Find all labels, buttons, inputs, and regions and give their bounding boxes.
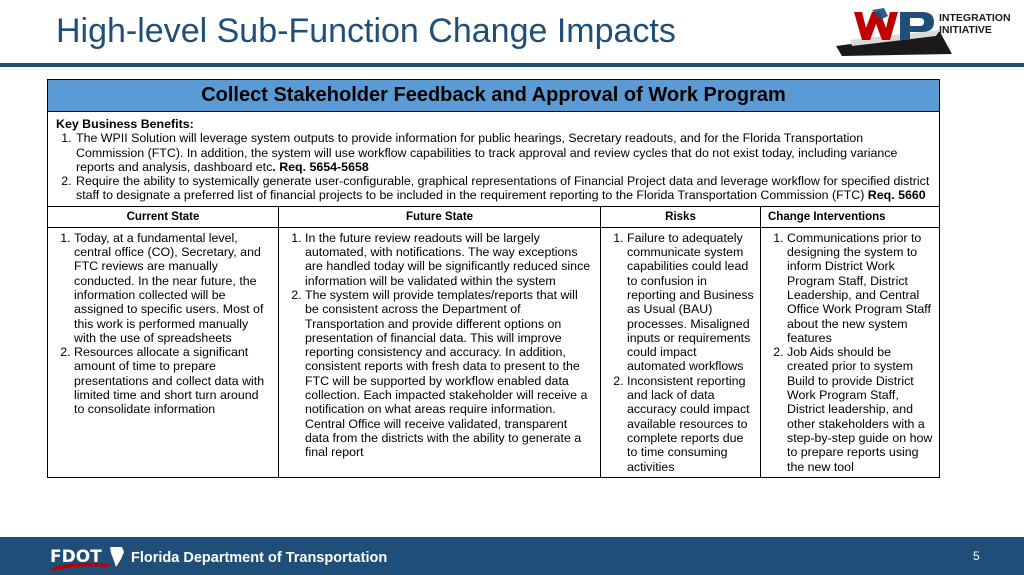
column-header: Future State (279, 207, 600, 228)
page-number: 5 (973, 549, 980, 563)
list-item: 2. The system will provide templates/reports that will be consistent across the Department of Transportation and provide different options on presentation of financial data. This will improve reporting consistency and accuracy. In addition, consistent reports with fresh data to present to the FTC will be supported by workflow enabled data collection. Each impacted stakeholder will receive a notification on what areas require information. Central Office will receive validated, transparent data from the districts with the ability to generate a final report (305, 288, 594, 460)
logo-wordmark (939, 12, 1011, 36)
benefits-label: Key Business Benefits: (56, 117, 194, 131)
key-business-benefits (48, 112, 939, 207)
list-item: 1. Today, at a fundamental level, central office (CO), Secretary, and FTC reviews are manually conducted. In the near future, the information collected will be assigned to specific users. Most of this work is performed manually with the use of spreadsheets (74, 231, 272, 345)
fdot-logo-text: FDOT (50, 547, 102, 567)
panel-heading: Collect Stakeholder Feedback and Approval of Work Program (48, 80, 939, 112)
column-body (48, 228, 278, 420)
column-body (279, 228, 600, 463)
column-header: Change Interventions (761, 207, 939, 228)
benefit-requirement: Req. 5660 (867, 188, 926, 203)
slide-title: High-level Sub-Function Change Impacts (56, 12, 676, 50)
list-item: 2. Job Aids should be created prior to system Build to provide District Work Program Staff, District leadership, and other stakeholders with a step-by-step guide on how to prepare reports using the new tool (787, 345, 933, 474)
column-current-state (48, 207, 279, 477)
fdot-logo (48, 543, 126, 573)
list-item: 2. Inconsistent reporting and lack of data accuracy could impact available resources to complete reports due to time consuming activities (627, 374, 754, 474)
column-list (607, 231, 754, 474)
logo-line1: INTEGRATION (939, 12, 1011, 24)
column-header: Risks (601, 207, 760, 228)
benefit-item (75, 131, 931, 174)
benefit-text: Require the ability to systemically generate user-configurable, graphical representations of Financial Project data and leverage workflow for specified district staff to designate a preferred list of financial projects to be included in the requirement reporting to the Florida Transportation Commission (FTC) (76, 174, 930, 203)
benefits-list (56, 131, 931, 202)
column-list (285, 231, 594, 460)
list-item: 2. Resources allocate a significant amount of time to prepare presentations and collect data with limited time and short turn around to consolidate information (74, 345, 272, 416)
column-list (54, 231, 272, 417)
column-body (601, 228, 760, 477)
benefit-requirement: . Req. 5654-5658 (272, 159, 369, 174)
column-body (761, 228, 939, 477)
list-item: 1. Communications prior to designing the system to inform District Work Program Staff, District Leadership, and Central Office Work Program Staff about the new system features (787, 231, 933, 345)
column-list (767, 231, 933, 474)
logo-line2: INITIATIVE (939, 24, 992, 36)
footer-org-name: Florida Department of Transportation (131, 550, 388, 566)
benefit-text: The WPII Solution will leverage system outputs to provide information for public hearings, Secretary readouts, and for the Florida Transportation Commission (FTC). In addition, the system will use workflow capabilities to track approval and review cycles that do not exist today, including variance reports and analysis, dashboard etc (76, 131, 898, 174)
list-item: 1. Failure to adequately communicate system capabilities could lead to confusion in reporting and Business as Usual (BAU) processes. Misaligned inputs or requirements could impact automated workflows (627, 231, 754, 374)
column-change-interventions (761, 207, 939, 477)
benefit-item (75, 174, 931, 203)
column-header: Current State (48, 207, 278, 228)
title-divider (0, 63, 1024, 67)
impact-table (48, 207, 939, 477)
sub-function-panel (47, 79, 940, 478)
list-item: 1. In the future review readouts will be largely automated, with notifications. The way exceptions are handled today will be significantly reduced since information will be validated within the system (305, 231, 594, 288)
column-risks (601, 207, 761, 477)
column-future-state (279, 207, 601, 477)
